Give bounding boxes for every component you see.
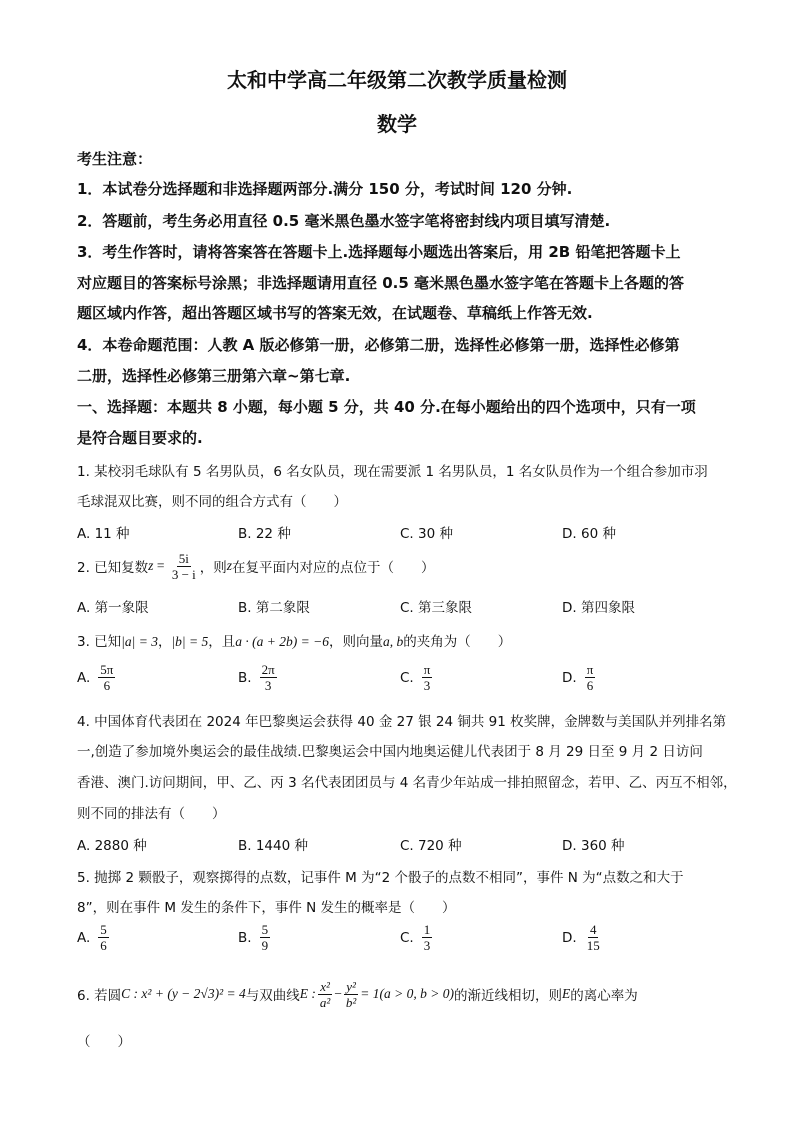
- q3-option-d: [562, 662, 597, 693]
- question-6-text: [77, 976, 638, 1012]
- q4-option-a: A. 2880 种: [77, 838, 147, 854]
- subject-title: 数学: [377, 112, 417, 136]
- q3-frac-c: [422, 662, 433, 693]
- page-title: 太和中学高二年级第二次教学质量检测: [227, 68, 567, 92]
- q3-num-d: π: [586, 662, 594, 677]
- q6-t3: 的渐近线相切，则: [454, 988, 562, 1004]
- q2-num: 5i: [178, 550, 189, 566]
- q6-hyper-post: = 1(a > 0, b > 0): [360, 986, 454, 1001]
- q3-t1: 3. 已知: [77, 634, 122, 650]
- q3-sep: ，: [157, 634, 172, 650]
- q6-circle: C : x² + (y − 2√3)² = 4: [121, 986, 246, 1001]
- q3-num-c: π: [423, 662, 431, 677]
- q6-hyper-pre: E :: [299, 986, 316, 1001]
- q6-minus: −: [334, 986, 342, 1001]
- question-4-text-cont: 则不同的排法有（ ）: [77, 806, 226, 822]
- q2-post2: 在复平面内对应的点位于（ ）: [232, 560, 435, 576]
- q5-den-c: 3: [423, 938, 431, 953]
- q5-label-b: B.: [238, 929, 252, 946]
- q5-frac-c: [422, 922, 433, 953]
- q4-option-c: C. 720 种: [400, 838, 462, 854]
- q5-num-c: 1: [423, 922, 431, 937]
- q5-option-d: [562, 922, 604, 953]
- notice-item: 题区域内作答，超出答题区域书写的答案无效，在试题卷、草稿纸上作答无效.: [77, 304, 593, 322]
- notice-item: 4．本卷命题范围：人教 A 版必修第一册，必修第二册，选择性必修第一册，选择性必修第: [77, 336, 680, 354]
- section-heading-cont: 是符合题目要求的.: [77, 429, 203, 447]
- question-5-text: 5. 抛掷 2 颗骰子，观察掷得的点数，记事件 M 为“2 个骰子的点数不相同”，事件 N 为“点数之和大于: [77, 870, 684, 886]
- question-4-text-cont: 香港、澳门.访问期间，甲、乙、丙 3 名代表团团员与 4 名青少年站成一排拍照留念，若甲、乙、丙互不相邻，: [77, 775, 737, 791]
- q2-eq: =: [153, 558, 168, 573]
- q3-frac-a: [98, 662, 115, 693]
- q2-den: 3 − i: [171, 566, 196, 582]
- q1-option-c: C. 30 种: [400, 526, 453, 542]
- q5-label-a: A.: [77, 929, 91, 946]
- question-1-text: 1. 某校羽毛球队有 5 名男队员，6 名女队员，现在需要派 1 名男队员，1 名女队员作为一个组合参加市羽: [77, 464, 708, 480]
- q2-post: ，则: [199, 560, 227, 576]
- q5-option-a: [77, 922, 111, 953]
- q2-pre: 2. 已知复数: [77, 560, 149, 576]
- q5-frac-d: [585, 922, 602, 953]
- q5-num-a: 5: [100, 922, 107, 937]
- q1-option-a: A. 11 种: [77, 526, 130, 542]
- notice-item: 对应题目的答案标号涂黑；非选择题请用直径 0.5 毫米黑色墨水签字笔在答题卡上各题的答: [77, 274, 685, 292]
- q6-hy: y²: [346, 978, 356, 994]
- question-6-text-cont: （ ）: [77, 1034, 131, 1050]
- q3-num-a: 5π: [100, 662, 114, 677]
- q3-frac-d: [585, 662, 596, 693]
- q3-t4: 的夹角为（ ）: [403, 634, 512, 650]
- question-4-text-cont: 一,创造了参加境外奥运会的最佳战绩.巴黎奥运会中国内地奥运健儿代表团于 8 月 29 日至 9 月 2 日访问: [77, 744, 703, 760]
- q3-option-b: [238, 662, 279, 693]
- q6-t4: 的离心率为: [570, 988, 638, 1004]
- q6-frac-y: [344, 979, 358, 1010]
- q5-option-c: [400, 922, 434, 953]
- q6-hb: b²: [345, 994, 357, 1010]
- q5-den-b: 9: [261, 938, 269, 953]
- question-1-text-cont: 毛球混双比赛，则不同的组合方式有（ ）: [77, 494, 347, 510]
- notice-heading: 考生注意：: [77, 150, 153, 168]
- q2-option-d: D. 第四象限: [562, 600, 635, 616]
- q2-z: z: [148, 558, 154, 573]
- notice-item: 2．答题前，考生务必用直径 0.5 毫米黑色墨水签字笔将密封线内项目填写清楚.: [77, 212, 611, 230]
- q6-frac-x: [318, 979, 332, 1010]
- q3-label-d: D.: [562, 669, 577, 686]
- q5-frac-b: [260, 922, 271, 953]
- q2-fraction: [170, 551, 198, 582]
- q5-num-d: 4: [589, 922, 597, 937]
- question-2-text: [77, 548, 435, 584]
- q3-expr: a · (a + 2b) = −6: [235, 634, 329, 649]
- q2-option-c: C. 第三象限: [400, 600, 473, 616]
- notice-item: 1．本试卷分选择题和非选择题两部分.满分 150 分，考试时间 120 分钟.: [77, 180, 573, 198]
- q6-t2: 与双曲线: [245, 988, 300, 1004]
- notice-item: 二册，选择性必修第三册第六章~第七章.: [77, 367, 351, 385]
- q5-option-b: [238, 922, 272, 953]
- q3-num-b: 2π: [261, 662, 275, 677]
- q2-option-a: A. 第一象限: [77, 600, 149, 616]
- q5-den-d: 15: [586, 938, 600, 953]
- q3-label-c: C.: [400, 669, 414, 686]
- q6-hx: x²: [320, 978, 330, 994]
- q3-den-a: 6: [103, 678, 111, 693]
- q3-label-b: B.: [238, 669, 252, 686]
- section-heading: 一、选择题：本题共 8 小题，每小题 5 分，共 40 分.在每小题给出的四个选项中，只有一项: [77, 398, 696, 416]
- question-5-text-cont: 8”，则在事件 M 发生的条件下，事件 N 发生的概率是（ ）: [77, 900, 456, 916]
- question-4-text: 4. 中国体育代表团在 2024 年巴黎奥运会获得 40 金 27 银 24 铜共 91 枚奖牌，金牌数与美国队并列排名第: [77, 714, 727, 730]
- q3-b-abs: |b| = 5: [171, 634, 209, 649]
- q4-option-d: D. 360 种: [562, 838, 625, 854]
- q6-E: E: [562, 986, 571, 1001]
- q3-den-c: 3: [423, 678, 431, 693]
- q3-t3: ，则向量: [328, 634, 383, 650]
- q3-label-a: A.: [77, 669, 91, 686]
- q3-frac-b: [260, 662, 277, 693]
- q3-option-a: [77, 662, 117, 693]
- q5-num-b: 5: [261, 922, 269, 937]
- q6-t1: 6. 若圆: [77, 988, 122, 1004]
- q3-den-d: 6: [586, 678, 594, 693]
- q2-option-b: B. 第二象限: [238, 600, 310, 616]
- q5-frac-a: [98, 922, 109, 953]
- q1-option-b: B. 22 种: [238, 526, 291, 542]
- q5-label-d: D.: [562, 929, 577, 946]
- q3-option-c: [400, 662, 434, 693]
- q6-ha: a²: [319, 994, 331, 1010]
- q3-t2: ，且: [208, 634, 236, 650]
- q3-a-abs: |a| = 3: [121, 634, 158, 649]
- q4-option-b: B. 1440 种: [238, 838, 308, 854]
- q5-label-c: C.: [400, 929, 414, 946]
- q2-z2: z: [226, 558, 233, 573]
- q1-option-d: D. 60 种: [562, 526, 616, 542]
- q5-den-a: 6: [100, 938, 107, 953]
- q3-den-b: 3: [264, 678, 272, 693]
- notice-item: 3．考生作答时，请将答案答在答题卡上.选择题每小题选出答案后，用 2B 铅笔把答题卡上: [77, 243, 681, 261]
- question-3-text: [77, 630, 511, 650]
- q3-ab: a, b: [382, 634, 404, 649]
